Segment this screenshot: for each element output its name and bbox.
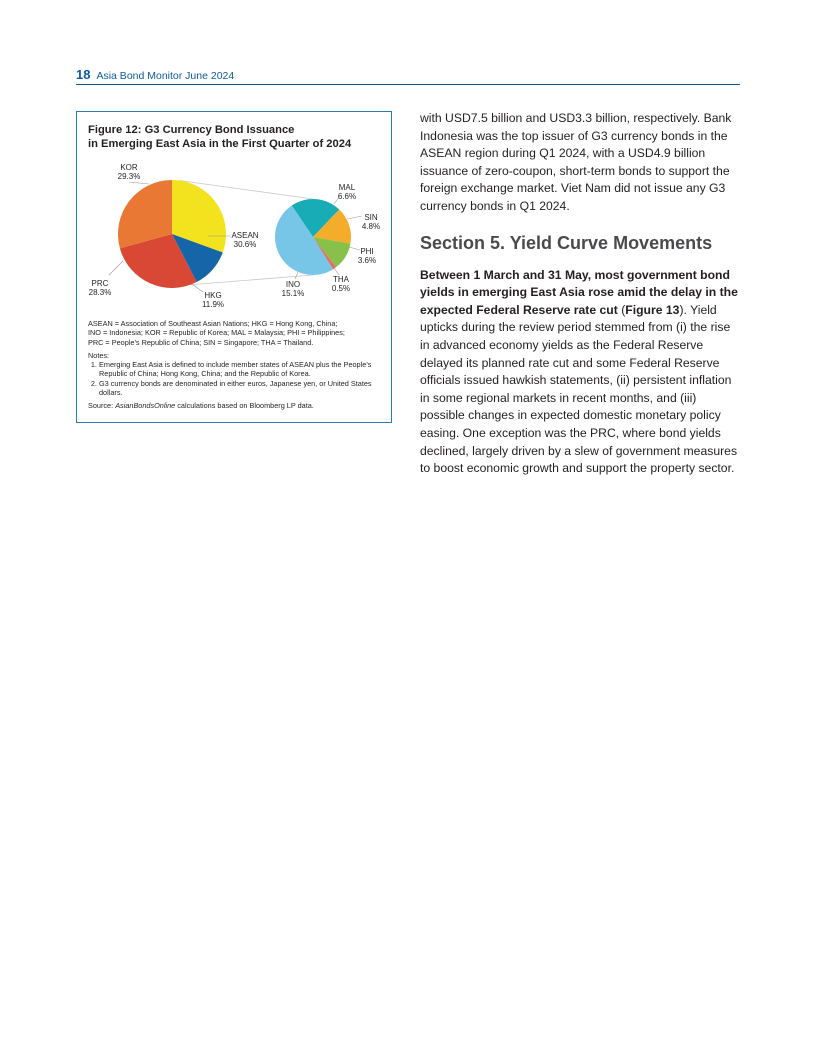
- abbreviations: [88, 319, 386, 347]
- pie-value-hkg: 11.9%: [201, 300, 225, 309]
- page-number: 18: [76, 67, 91, 82]
- paragraph-yield-movements: [420, 267, 738, 478]
- abbrev-line: INO = Indonesia; KOR = Republic of Korea; MAL = Malaysia; PHI = Philippines;: [88, 328, 345, 338]
- figure-title-line-1: Figure 12: G3 Currency Bond Issuance: [88, 124, 295, 136]
- pie-label-prc: PRC: [91, 279, 109, 288]
- leader-line-phi: [349, 247, 360, 250]
- paragraph-rest: ). Yield upticks during the review period stemmed from (i) the rise in advanced economy yields as the Federal Reserve delayed its planned rate cut and some Federal Reserve officials issued hawkish statements, (ii) persistent inflation in some regional markets in recent months, and (iii) possible changes in expected domestic monetary policy easing. One exception was the PRC, where bond yields declined, largely driven by a slew of government measures to boost economic growth and support the property sector.: [420, 302, 738, 476]
- pie-label-ino: INO: [285, 280, 301, 289]
- paren-open: (: [617, 302, 626, 317]
- source-name: AsianBondsOnline: [115, 401, 176, 411]
- pie-value-mal: 6.6%: [337, 192, 357, 201]
- running-head: [76, 67, 740, 82]
- pie-label-kor: KOR: [120, 163, 138, 172]
- source-line: [88, 401, 386, 410]
- pie-chart: [77, 112, 393, 317]
- leader-line-kor: [129, 182, 149, 184]
- note-item: 1. Emerging East Asia is defined to include member states of ASEAN plus the People’s Republic of China; Hong Kong, China; and the Republic of Korea.: [99, 360, 386, 379]
- figure-box: [76, 111, 392, 423]
- source-suffix: calculations based on Bloomberg LP data.: [175, 401, 314, 411]
- paragraph-continuation: with USD7.5 billion and USD3.3 billion, respectively. Bank Indonesia was the top issuer of G3 currency bonds in the ASEAN region during Q1 2024, with a USD4.9 billion issuance of zero-coupon, short-term bonds to support the foreign exchange market. Viet Nam did not issue any G3 currency bonds in Q1 2024.: [420, 111, 732, 213]
- leader-line-tha: [334, 268, 339, 275]
- section-heading: Section 5. Yield Curve Movements: [420, 232, 713, 253]
- body-text-column: [420, 110, 738, 478]
- pie-value-tha: 0.5%: [331, 284, 351, 293]
- figure-13-reference: Figure 13: [625, 302, 680, 317]
- figure-notes: [88, 319, 386, 415]
- pie-value-ino: 15.1%: [281, 289, 305, 298]
- note-item: 2. G3 currency bonds are denominated in either euros, Japanese yen, or United States dollars.: [99, 379, 386, 398]
- pie-value-sin: 4.8%: [361, 222, 381, 231]
- source-prefix: Source:: [88, 401, 116, 411]
- pie-value-phi: 3.6%: [357, 256, 377, 265]
- abbrev-line: PRC = People’s Republic of China; SIN = Singapore; THA = Thailand.: [88, 337, 314, 347]
- leader-line-ino: [295, 272, 298, 279]
- notes-list: [88, 360, 386, 397]
- pie-label-asean: ASEAN: [231, 231, 259, 240]
- main-pie: [118, 180, 226, 288]
- pie-value-asean: 30.6%: [233, 240, 257, 249]
- lead-sentence: Between 1 March and 31 May, most government bond yields in emerging East Asia rose amid the delay in the expected Federal Reserve rate cut: [420, 267, 738, 317]
- pie-label-sin: SIN: [364, 213, 378, 222]
- pie-label-phi: PHI: [360, 247, 374, 256]
- running-title: Asia Bond Monitor June 2024: [96, 70, 235, 82]
- pie-label-tha: THA: [333, 275, 349, 284]
- leader-line-prc: [109, 261, 123, 275]
- notes-label: Notes:: [88, 350, 110, 360]
- leader-line-sin: [347, 216, 362, 219]
- leader-line-hkg: [192, 284, 203, 292]
- asean-breakdown-pie: [275, 199, 351, 275]
- figure-title-line-2: in Emerging East Asia in the First Quarter of 2024: [88, 138, 352, 150]
- pie-value-prc: 28.3%: [88, 288, 112, 297]
- pie-value-kor: 29.3%: [117, 172, 141, 181]
- header-rule: [76, 84, 740, 85]
- pie-label-mal: MAL: [338, 183, 356, 192]
- pie-label-hkg: HKG: [204, 291, 222, 300]
- abbrev-line: ASEAN = Association of Southeast Asian Nations; HKG = Hong Kong, China;: [88, 319, 338, 328]
